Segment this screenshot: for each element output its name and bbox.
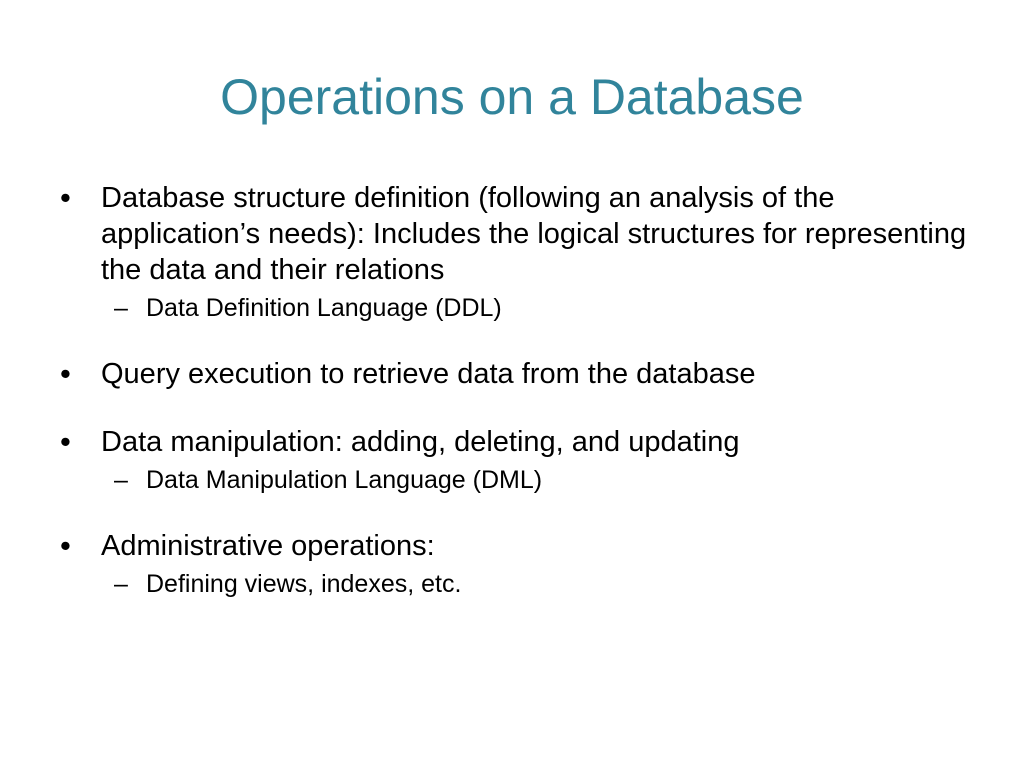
bullet-item-data-manipulation (60, 424, 970, 496)
sub-item-text: Data Manipulation Language (DML) (146, 466, 543, 494)
sub-item-dml (101, 464, 970, 496)
sub-bullet-list (101, 464, 970, 496)
sub-bullet-list (101, 292, 970, 324)
bullet-item-administrative-operations (60, 528, 970, 600)
sub-bullet-list (101, 568, 970, 600)
bullet-text: Administrative operations: (101, 530, 435, 562)
bullet-item-query-execution (60, 356, 970, 392)
bullet-text: Database structure definition (following an analysis of the application’s needs): Includes the logical structures for representing the data and their relations (101, 182, 967, 286)
dash-bullet-icon: – (114, 294, 128, 322)
bullet-text: Data manipulation: adding, deleting, and updating (101, 426, 740, 458)
bullet-point-icon: • (60, 180, 71, 215)
bullet-item-structure-definition (60, 180, 970, 324)
dash-bullet-icon: – (114, 466, 128, 494)
bullet-point-icon: • (60, 528, 71, 563)
sub-item-text: Defining views, indexes, etc. (146, 570, 462, 598)
sub-item-text: Data Definition Language (DDL) (146, 294, 502, 322)
dash-bullet-icon: – (114, 570, 128, 598)
sub-item-ddl (101, 292, 970, 324)
slide-title: Operations on a Database (220, 69, 804, 125)
sub-item-views-indexes (101, 568, 970, 600)
bullet-text: Query execution to retrieve data from the database (101, 358, 756, 390)
bullet-list (60, 180, 970, 600)
bullet-point-icon: • (60, 424, 71, 459)
bullet-point-icon: • (60, 356, 71, 391)
